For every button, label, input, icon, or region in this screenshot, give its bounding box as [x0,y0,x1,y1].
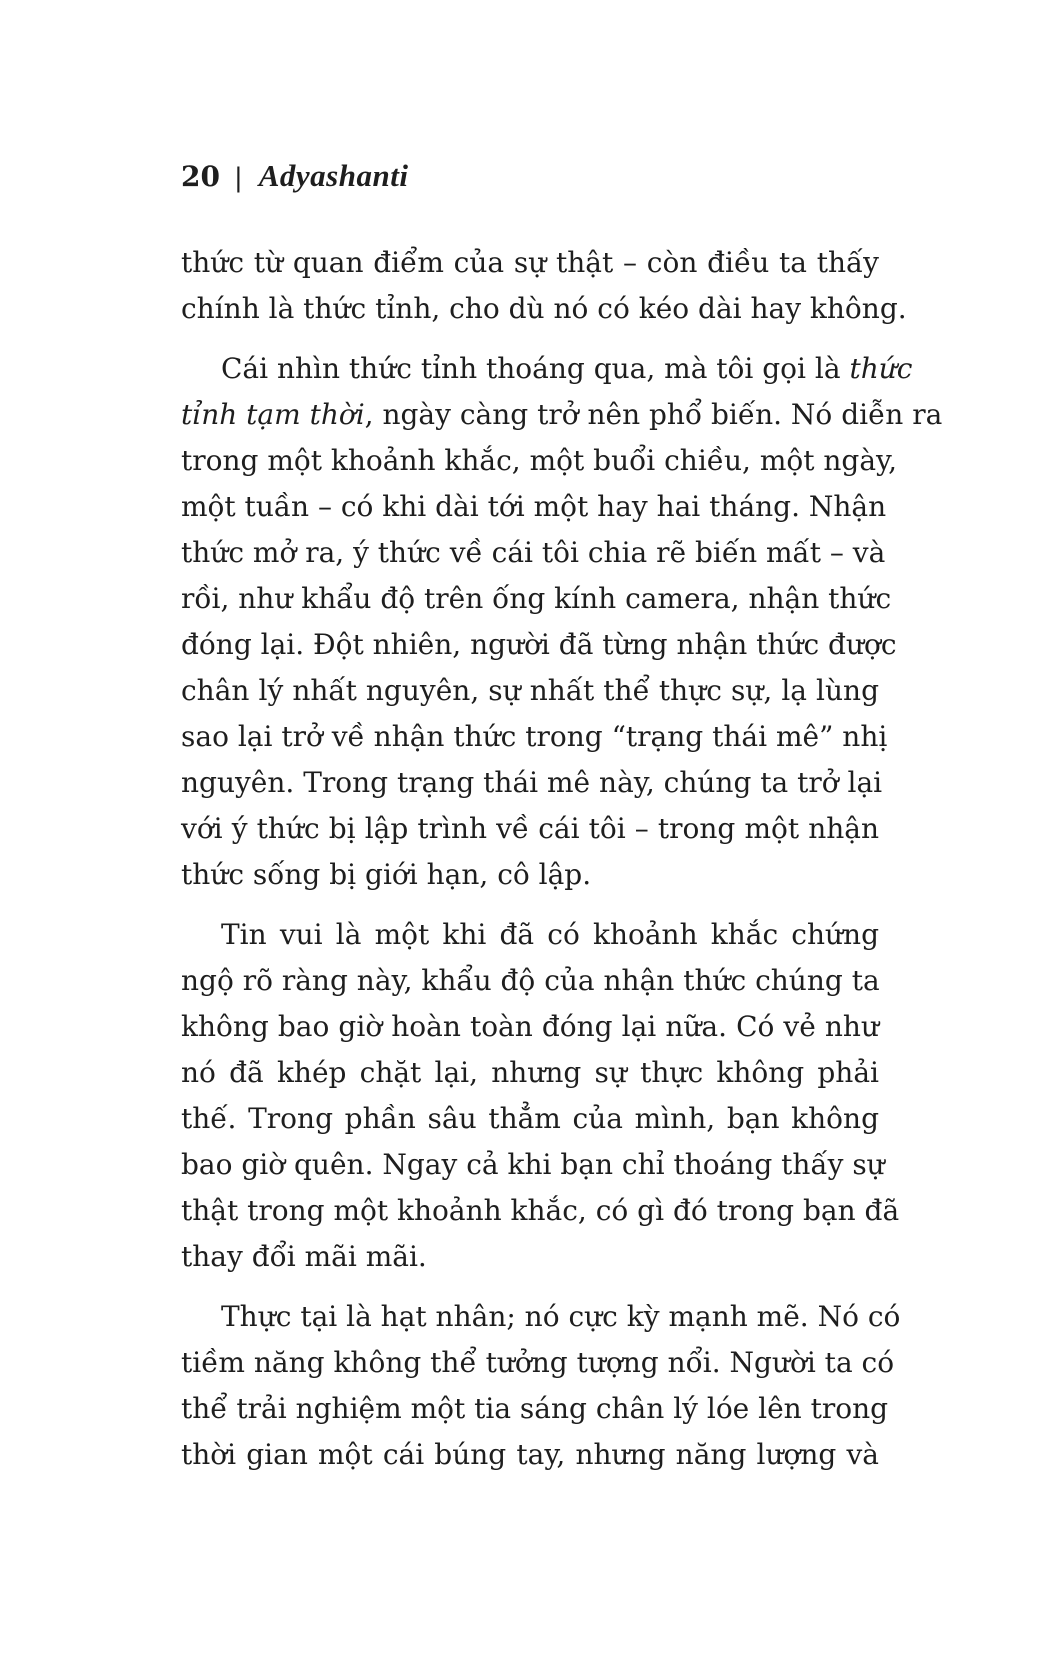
text-line: thể trải nghiệm một tia sáng chân lý lóe lên trong [181,1392,889,1425]
running-header [181,158,408,196]
italic-term: thức [849,352,913,385]
text-run: , ngày càng trở nên phổ biến. Nó diễn ra [364,398,943,431]
italic-term: tỉnh tạm thời [181,398,365,431]
header-separator: | [233,163,243,193]
text-line: không bao giờ hoàn toàn đóng lại nữa. Có vẻ như [181,1010,879,1043]
text-line: rồi, như khẩu độ trên ống kính camera, nhận thức [181,582,892,615]
text-line: thức từ quan điểm của sự thật – còn điều ta thấy [181,246,879,279]
body-text [181,240,943,1478]
paragraph-4 [181,1294,901,1478]
paragraph-3 [181,912,900,1280]
text-line: thức sống bị giới hạn, cô lập. [181,858,592,891]
text-line: đóng lại. Đột nhiên, người đã từng nhận thức được [181,628,897,661]
text-line: một tuần – có khi dài tới một hay hai tháng. Nhận [181,490,887,523]
text-line: sao lại trở về nhận thức trong “trạng thái mê” nhị [181,720,888,753]
text-line: thức mở ra, ý thức về cái tôi chia rẽ biến mất – và [181,536,886,569]
author-name: Adyashanti [258,158,409,193]
text-line: nguyên. Trong trạng thái mê này, chúng ta trở lại [181,766,883,799]
paragraph-1 [181,240,907,332]
text-line: thời gian một cái búng tay, nhưng năng lượng và [181,1438,879,1471]
text-line: tiềm năng không thể tưởng tượng nổi. Người ta có [181,1346,895,1379]
text-run: Cái nhìn thức tỉnh thoáng qua, mà tôi gọi là [221,352,841,385]
text-line: ngộ rõ ràng này, khẩu độ của nhận thức chúng ta [181,964,880,997]
text-line: nó đã khép chặt lại, nhưng sự thực không phải [181,1056,879,1089]
text-line: với ý thức bị lập trình về cái tôi – trong một nhận [181,812,879,845]
text-line: trong một khoảnh khắc, một buổi chiều, một ngày, [181,444,898,477]
paragraph-2 [181,346,943,898]
text-line: Tin vui là một khi đã có khoảnh khắc chứng [221,918,879,951]
text-line [181,392,943,438]
text-line: chân lý nhất nguyên, sự nhất thể thực sự, lạ lùng [181,674,879,707]
text-line: chính là thức tỉnh, cho dù nó có kéo dài hay không. [181,292,907,325]
text-line: thật trong một khoảnh khắc, có gì đó trong bạn đã [181,1194,900,1227]
text-line: bao giờ quên. Ngay cả khi bạn chỉ thoáng thấy sự [181,1148,885,1181]
page-number: 20 [181,160,220,193]
text-line: thay đổi mãi mãi. [181,1240,427,1273]
text-line: Thực tại là hạt nhân; nó cực kỳ mạnh mẽ. Nó có [221,1300,901,1333]
text-line [181,346,913,392]
text-line: thế. Trong phần sâu thẳm của mình, bạn không [181,1102,879,1135]
